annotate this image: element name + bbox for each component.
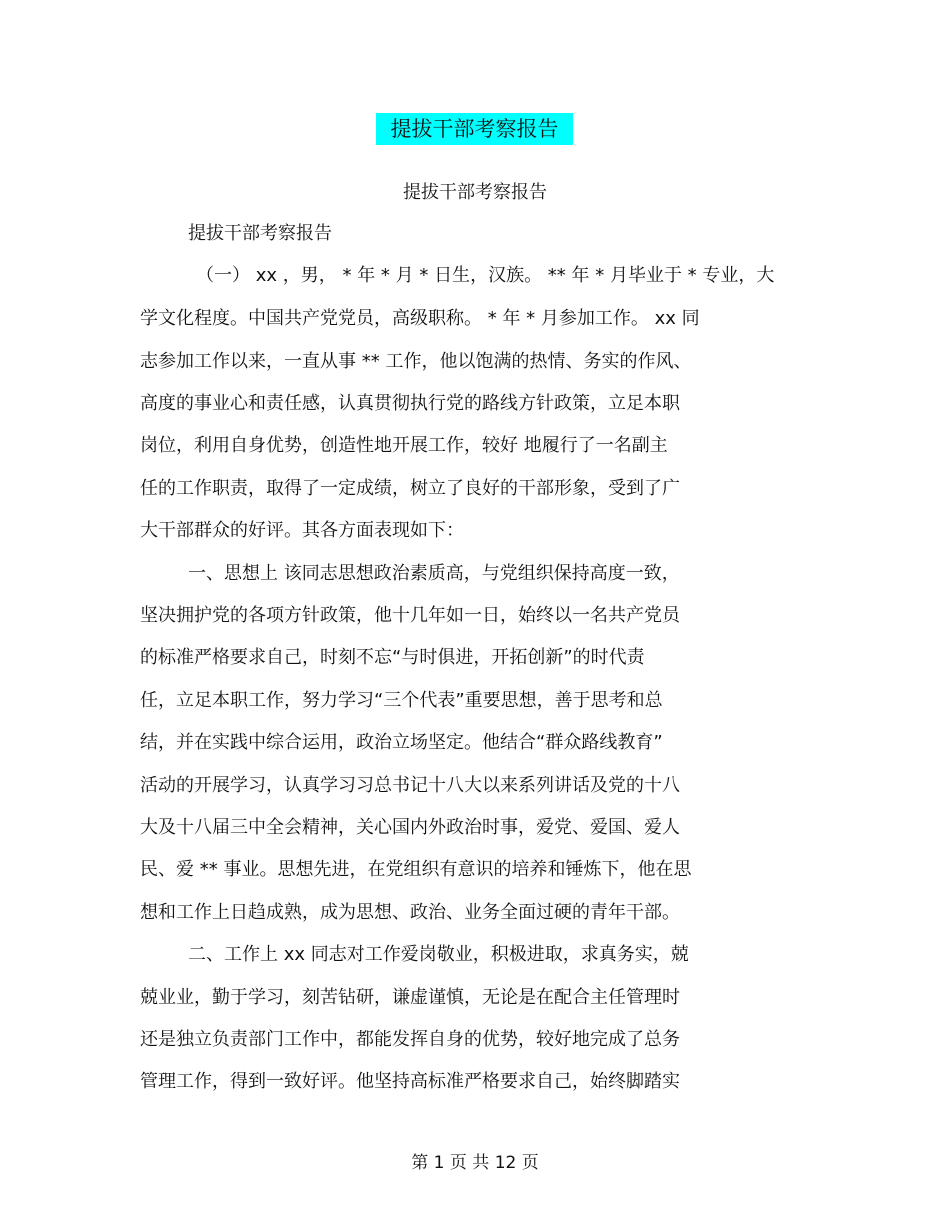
body-line: 活动的开展学习，认真学习习总书记十八大以来系列讲话及党的十八 — [140, 775, 680, 796]
body-line: 学文化程度。中国共产党党员，高级职称。 * 年 * 月参加工作。 xx 同 — [140, 308, 700, 329]
body-line: 任的工作职责，取得了一定成绩，树立了良好的干部形象，受到了广 — [140, 478, 680, 499]
body-line: 一、思想上 该同志思想政治素质高，与党组织保持高度一致， — [188, 563, 680, 584]
body-line: （一） xx ，男， * 年 * 月 * 日生，汉族。 ** 年 * 月毕业于 * 专业，大 — [196, 265, 775, 286]
body-line: 任，立足本职工作，努力学习“三个代表”重要思想，善于思考和总 — [140, 690, 663, 711]
body-line: 坚决拥护党的各项方针政策，他十几年如一日，始终以一名共产党员 — [140, 605, 680, 626]
page-footer: 第 1 页 共 12 页 — [411, 1153, 539, 1173]
body-line: 想和工作上日趋成熟，成为思想、政治、业务全面过硬的青年干部。 — [140, 902, 680, 923]
body-line: 志参加工作以来，一直从事 ** 工作，他以饱满的热情、务实的作风、 — [140, 351, 692, 372]
body-line: 的标准严格要求自己，时刻不忘“与时俱进，开拓创新”的时代责 — [140, 647, 645, 668]
body-line: 提拔干部考察报告 — [188, 223, 332, 244]
body-line: 高度的事业心和责任感，认真贯彻执行党的路线方针政策，立足本职 — [140, 393, 680, 414]
document-title: 提拔干部考察报告 — [376, 113, 573, 145]
body-line: 管理工作，得到一致好评。他坚持高标准严格要求自己，始终脚踏实 — [140, 1071, 680, 1092]
body-line: 民、爱 ** 事业。思想先进，在党组织有意识的培养和锤炼下，他在思 — [140, 859, 692, 880]
body-line: 还是独立负责部门工作中，都能发挥自身的优势，较好地完成了总务 — [140, 1029, 680, 1050]
body-line: 大干部群众的好评。其各方面表现如下： — [140, 520, 464, 541]
document-subtitle: 提拔干部考察报告 — [403, 182, 547, 203]
body-line: 兢业业，勤于学习，刻苦钻研，谦虚谨慎，无论是在配合主任管理时 — [140, 987, 680, 1008]
body-line: 二、工作上 xx 同志对工作爱岗敬业，积极进取，求真务实，兢 — [188, 944, 689, 965]
body-line: 岗位，利用自身优势，创造性地开展工作，较好 地履行了一名副主 — [140, 435, 668, 456]
body-line: 结，并在实践中综合运用，政治立场坚定。他结合“群众路线教育” — [140, 732, 663, 753]
body-line: 大及十八届三中全会精神，关心国内外政治时事，爱党、爱国、爱人 — [140, 817, 680, 838]
